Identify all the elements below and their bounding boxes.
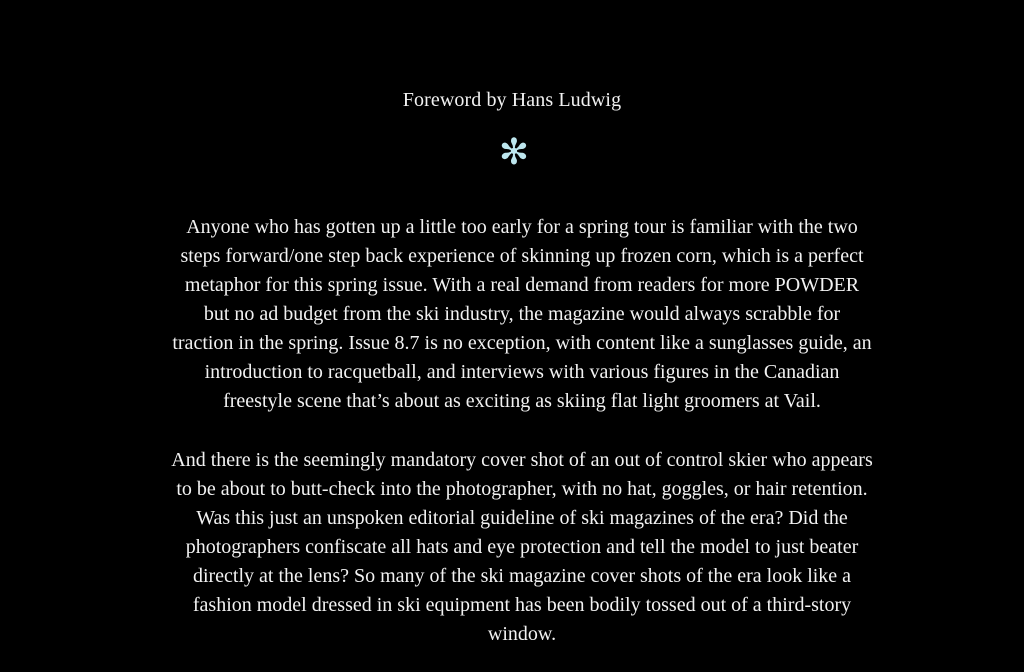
- paragraph-1: [114, 213, 930, 416]
- paragraph-line: freestyle scene that’s about as exciting as skiing flat light groomers at Vail.: [223, 390, 821, 412]
- paragraph-line: fashion model dressed in ski equipment has been bodily tossed out of a third-story: [192, 594, 852, 616]
- paragraph-line: traction in the spring. Issue 8.7 is no exception, with content like a sunglasses guide, an: [172, 332, 872, 354]
- paragraph-line: Was this just an unspoken editorial guideline of ski magazines of the era? Did the: [196, 507, 848, 529]
- paragraph-2: [114, 446, 930, 649]
- foreword-byline: Foreword by Hans Ludwig: [402, 89, 622, 111]
- paragraph-line: photographers confiscate all hats and eye protection and tell the model to just beater: [185, 536, 859, 558]
- paragraph-line: to be about to butt-check into the photographer, with no hat, goggles, or hair retention.: [176, 478, 868, 500]
- paragraph-line: directly at the lens? So many of the ski magazine cover shots of the era look like a: [192, 565, 852, 587]
- paragraph-line: steps forward/one step back experience of skinning up frozen corn, which is a perfect: [180, 245, 864, 267]
- paragraph-line: introduction to racquetball, and interviews with various figures in the Canadian: [204, 361, 840, 383]
- paragraph-line: Anyone who has gotten up a little too early for a spring tour is familiar with the two: [186, 216, 858, 238]
- asterisk-ornament-icon: ✻: [498, 132, 530, 173]
- paragraph-line: metaphor for this spring issue. With a real demand from readers for more POWDER: [184, 274, 860, 296]
- paragraph-line: window.: [487, 623, 557, 645]
- paragraph-line: And there is the seemingly mandatory cover shot of an out of control skier who appears: [171, 449, 873, 471]
- paragraph-line: but no ad budget from the ski industry, the magazine would always scrabble for: [203, 303, 841, 325]
